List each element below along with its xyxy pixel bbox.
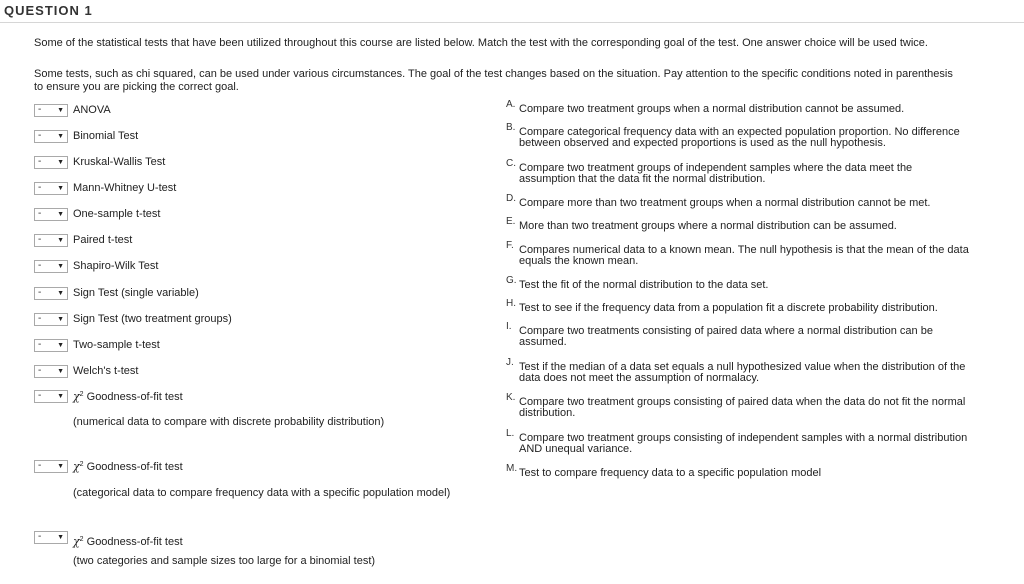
goal-text: Test the fit of the normal distribution to the data set. — [519, 279, 769, 291]
answer-select[interactable]: - ▼ — [34, 313, 68, 326]
answer-select[interactable]: - ▼ — [34, 390, 68, 403]
goal-text: Test to compare frequency data to a specific population model — [519, 467, 822, 479]
chi-test-note: (numerical data to compare with discrete probability distribution) — [73, 416, 385, 428]
answer-select[interactable]: - ▼ — [34, 260, 68, 273]
goal-text: Compare two treatment groups consisting of independent samples with a normal distribution AND unequal variance. — [519, 432, 968, 455]
dropdown-arrow-icon: ▼ — [57, 210, 64, 218]
dropdown-arrow-icon: ▼ — [57, 367, 64, 375]
chi-test-note: (categorical data to compare frequency data with a specific population model) — [73, 487, 451, 499]
test-label: Kruskal-Wallis Test — [73, 156, 166, 168]
goal-letter: J. — [506, 357, 514, 368]
answer-select[interactable]: - ▼ — [34, 156, 68, 169]
dropdown-arrow-icon: ▼ — [57, 462, 64, 470]
answer-select[interactable]: - ▼ — [34, 182, 68, 195]
chi-test-label: $\chi^2$ Goodness-of-fit test — [73, 534, 183, 548]
test-label: Sign Test (two treatment groups) — [73, 313, 232, 325]
goal-letter: B. — [506, 122, 516, 133]
match-row — [34, 337, 160, 353]
test-label: One-sample t-test — [73, 208, 161, 220]
dropdown-arrow-icon: ▼ — [57, 392, 64, 400]
match-row — [34, 128, 138, 144]
test-label: Sign Test (single variable) — [73, 287, 199, 299]
goal-text: Compare two treatment groups consisting of paired data when the data do not fit the normal distribution. — [519, 396, 966, 419]
instructions-paragraph-2: Some tests, such as chi squared, can be used under various circumstances. The goal of the test changes based on the situation. Pay attention to the specific conditions noted in parenthesis to ensure you are picking the correct goal. — [34, 68, 953, 93]
dropdown-arrow-icon: ▼ — [57, 315, 64, 323]
test-label: Binomial Test — [73, 130, 139, 142]
match-row — [34, 285, 199, 301]
test-label: ANOVA — [73, 104, 111, 116]
match-row — [34, 206, 160, 222]
match-row — [34, 529, 183, 548]
answer-select[interactable]: - ▼ — [34, 531, 68, 544]
goal-text: Compares numerical data to a known mean. The null hypothesis is that the mean of the data equals the known mean. — [519, 244, 969, 267]
match-row — [34, 388, 183, 404]
test-label: Shapiro-Wilk Test — [73, 260, 159, 272]
match-row — [34, 363, 138, 379]
match-row — [34, 311, 232, 327]
answer-select[interactable]: - ▼ — [34, 130, 68, 143]
dropdown-arrow-icon: ▼ — [57, 341, 64, 349]
goal-text: Compare categorical frequency data with an expected population proportion. No difference between observed and expected proportions is used as the null hypothesis. — [519, 126, 960, 149]
answer-select[interactable]: - ▼ — [34, 287, 68, 300]
answer-select[interactable]: - ▼ — [34, 208, 68, 221]
goal-letter: H. — [506, 298, 516, 309]
dropdown-arrow-icon: ▼ — [57, 236, 64, 244]
match-row — [34, 258, 158, 274]
goal-text: Compare two treatments consisting of paired data where a normal distribution can be assumed. — [519, 325, 933, 348]
goal-letter: M. — [506, 463, 518, 474]
instructions-paragraph-1: Some of the statistical tests that have been utilized throughout this course are listed below. Match the test with the corresponding goal of the test. One answer choice will be used twice. — [34, 37, 928, 49]
dropdown-arrow-icon: ▼ — [57, 184, 64, 192]
answer-select[interactable]: - ▼ — [34, 339, 68, 352]
goal-letter: E. — [506, 216, 516, 227]
goal-text: Compare more than two treatment groups when a normal distribution cannot be met. — [519, 197, 931, 209]
goal-letter: C. — [506, 158, 516, 169]
dropdown-arrow-icon: ▼ — [57, 132, 64, 140]
goal-text: Test if the median of a data set equals a null hypothesized value when the distribution of the data does not meet the assumption of normalacy. — [519, 361, 966, 384]
test-label: Paired t-test — [73, 234, 133, 246]
goal-letter: L. — [506, 428, 515, 439]
answer-select[interactable]: - ▼ — [34, 234, 68, 247]
match-row — [34, 102, 111, 118]
chi-test-label: $\chi^2$ Goodness-of-fit test — [73, 389, 183, 403]
answer-select[interactable]: - ▼ — [34, 460, 68, 473]
match-row — [34, 458, 183, 474]
goal-text: More than two treatment groups where a normal distribution can be assumed. — [519, 220, 897, 232]
question-title: QUESTION 1 — [4, 3, 93, 18]
answer-select[interactable]: - ▼ — [34, 365, 68, 378]
chi-test-note: (two categories and sample sizes too large for a binomial test) — [73, 555, 376, 567]
goal-text: Compare two treatment groups when a normal distribution cannot be assumed. — [519, 103, 905, 115]
test-label: Two-sample t-test — [73, 339, 160, 351]
goal-letter: G. — [506, 275, 517, 286]
goal-text: Compare two treatment groups of independent samples where the data meet the assumption that the data fit the normal distribution. — [519, 162, 913, 185]
dropdown-arrow-icon: ▼ — [57, 262, 64, 270]
chi-test-label: $\chi^2$ Goodness-of-fit test — [73, 459, 183, 473]
dropdown-arrow-icon: ▼ — [57, 289, 64, 297]
goal-letter: A. — [506, 99, 516, 110]
goal-letter: F. — [506, 240, 514, 251]
match-row — [34, 232, 132, 248]
answer-select[interactable]: - ▼ — [34, 104, 68, 117]
test-label: Welch's t-test — [73, 365, 139, 377]
question-header — [0, 0, 1024, 23]
goal-letter: I. — [506, 321, 512, 332]
goal-letter: K. — [506, 392, 516, 403]
match-row — [34, 180, 176, 196]
goal-text: Test to see if the frequency data from a population fit a discrete probability distribution. — [519, 302, 938, 314]
dropdown-arrow-icon: ▼ — [57, 106, 64, 114]
match-row — [34, 154, 165, 170]
dropdown-arrow-icon: ▼ — [57, 158, 64, 166]
goal-letter: D. — [506, 193, 516, 204]
test-label: Mann-Whitney U-test — [73, 182, 177, 194]
dropdown-arrow-icon: ▼ — [57, 533, 64, 541]
